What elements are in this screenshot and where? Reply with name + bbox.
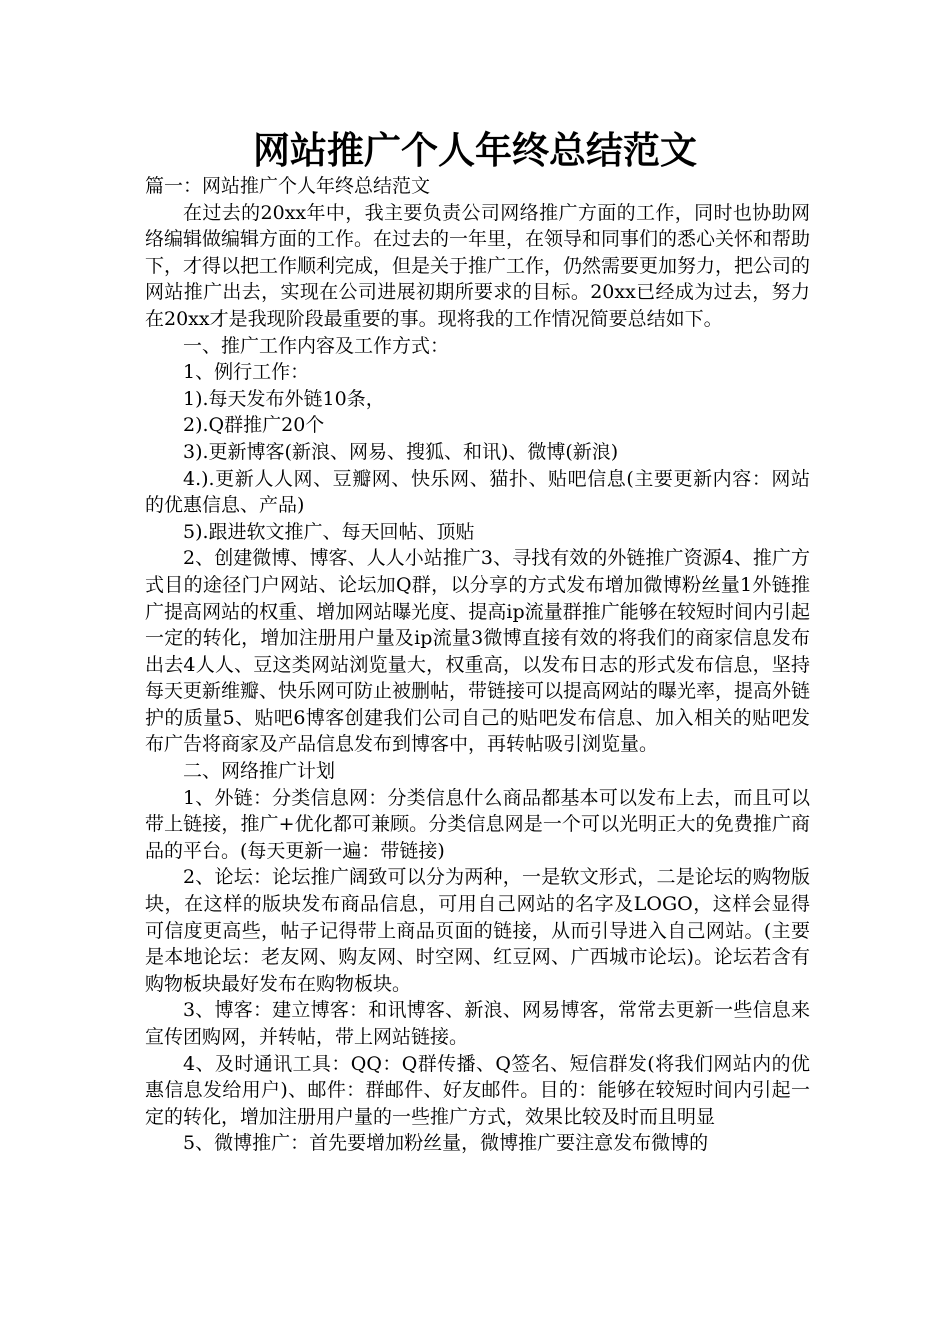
list-item: 4.).更新人人网、豆瓣网、快乐网、猫扑、贴吧信息(主要更新内容：网站的优惠信息、产品) [145,467,810,517]
list-item: 2).Q群推广20个 [183,414,325,437]
document-body [145,173,810,1157]
paragraph: 3、博客：建立博客：和讯博客、新浪、网易博客，常常去更新一些信息来宣传团购网，并转帖，带上网站链接。 [145,999,810,1048]
list-item: 3).更新博客(新浪、网易、搜狐、和讯)、微博(新浪) [183,440,619,463]
paragraph: 5、微博推广：首先要增加粉丝量，微博推广要注意发布微博的 [183,1132,709,1155]
paragraph: 1、例行工作： [183,361,310,384]
section-heading: 二、网络推广计划 [183,760,336,783]
paragraph: 4、及时通讯工具：QQ：Q群传播、Q签名、短信群发(将我们网站内的优惠信息发给用户)、邮件：群邮件、好友邮件。目的：能够在较短时间内引起一定的转化，增加注册用户量的一些推广方式，效果比较及时而且明显 [145,1052,810,1128]
paragraph: 在过去的20xx年中，我主要负责公司网络推广方面的工作，同时也协助网络编辑做编辑方面的工作。在过去的一年里，在领导和同事们的悉心关怀和帮助下，才得以把工作顺利完成，但是关于推广工作，仍然需要更加努力，把公司的网站推广出去，实现在公司进展初期所要求的目标。20xx已经成为过去，努力在20xx才是我现阶段最重要的事。现将我的工作情况简要总结如下。 [145,201,811,330]
section-heading: 一、推广工作内容及工作方式： [183,334,450,357]
list-item: 1).每天发布外链10条， [183,387,385,410]
paragraph: 1、外链：分类信息网：分类信息什么商品都基本可以发布上去，而且可以带上链接，推广+优化都可兼顾。分类信息网是一个可以光明正大的免费推广商品的平台。(每天更新一遍：带链接) [145,786,810,862]
document-title: 网站推广个人年终总结范文 [253,129,697,172]
list-item: 5).跟进软文推广、每天回帖、顶贴 [183,520,475,543]
paragraph: 2、论坛：论坛推广阔致可以分为两种，一是软文形式，二是论坛的购物版块，在这样的版块发布商品信息，可用自己网站的名字及LOGO，这样会显得可信度更高些，帖子记得带上商品页面的链接，从而引导进入自己网站。(主要是本地论坛：老友网、购友网、时空网、红豆网、广西城市论坛)。论坛若含有购物板块最好发布在购物板块。 [145,866,810,995]
paragraph: 篇一：网站推广个人年终总结范文 [145,175,431,197]
paragraph: 2、创建微博、博客、人人小站推广3、寻找有效的外链推广资源4、推广方式目的途径门户网站、论坛加Q群，以分享的方式发布增加微博粉丝量1外链推广提高网站的权重、增加网站曝光度、提高ip流量群推广能够在较短时间内引起一定的转化，增加注册用户量及ip流量3微博直接有效的将我们的商家信息发布出去4人人、豆这类网站浏览量大，权重高，以发布日志的形式发布信息，坚持每天更新维瓣、快乐网可防止被删帖，带链接可以提高网站的曝光率，提高外链护的质量5、贴吧6博客创建我们公司自己的贴吧发布信息、加入相关的贴吧发布广告将商家及产品信息发布到博客中，再转帖吸引浏览量。 [145,547,811,756]
